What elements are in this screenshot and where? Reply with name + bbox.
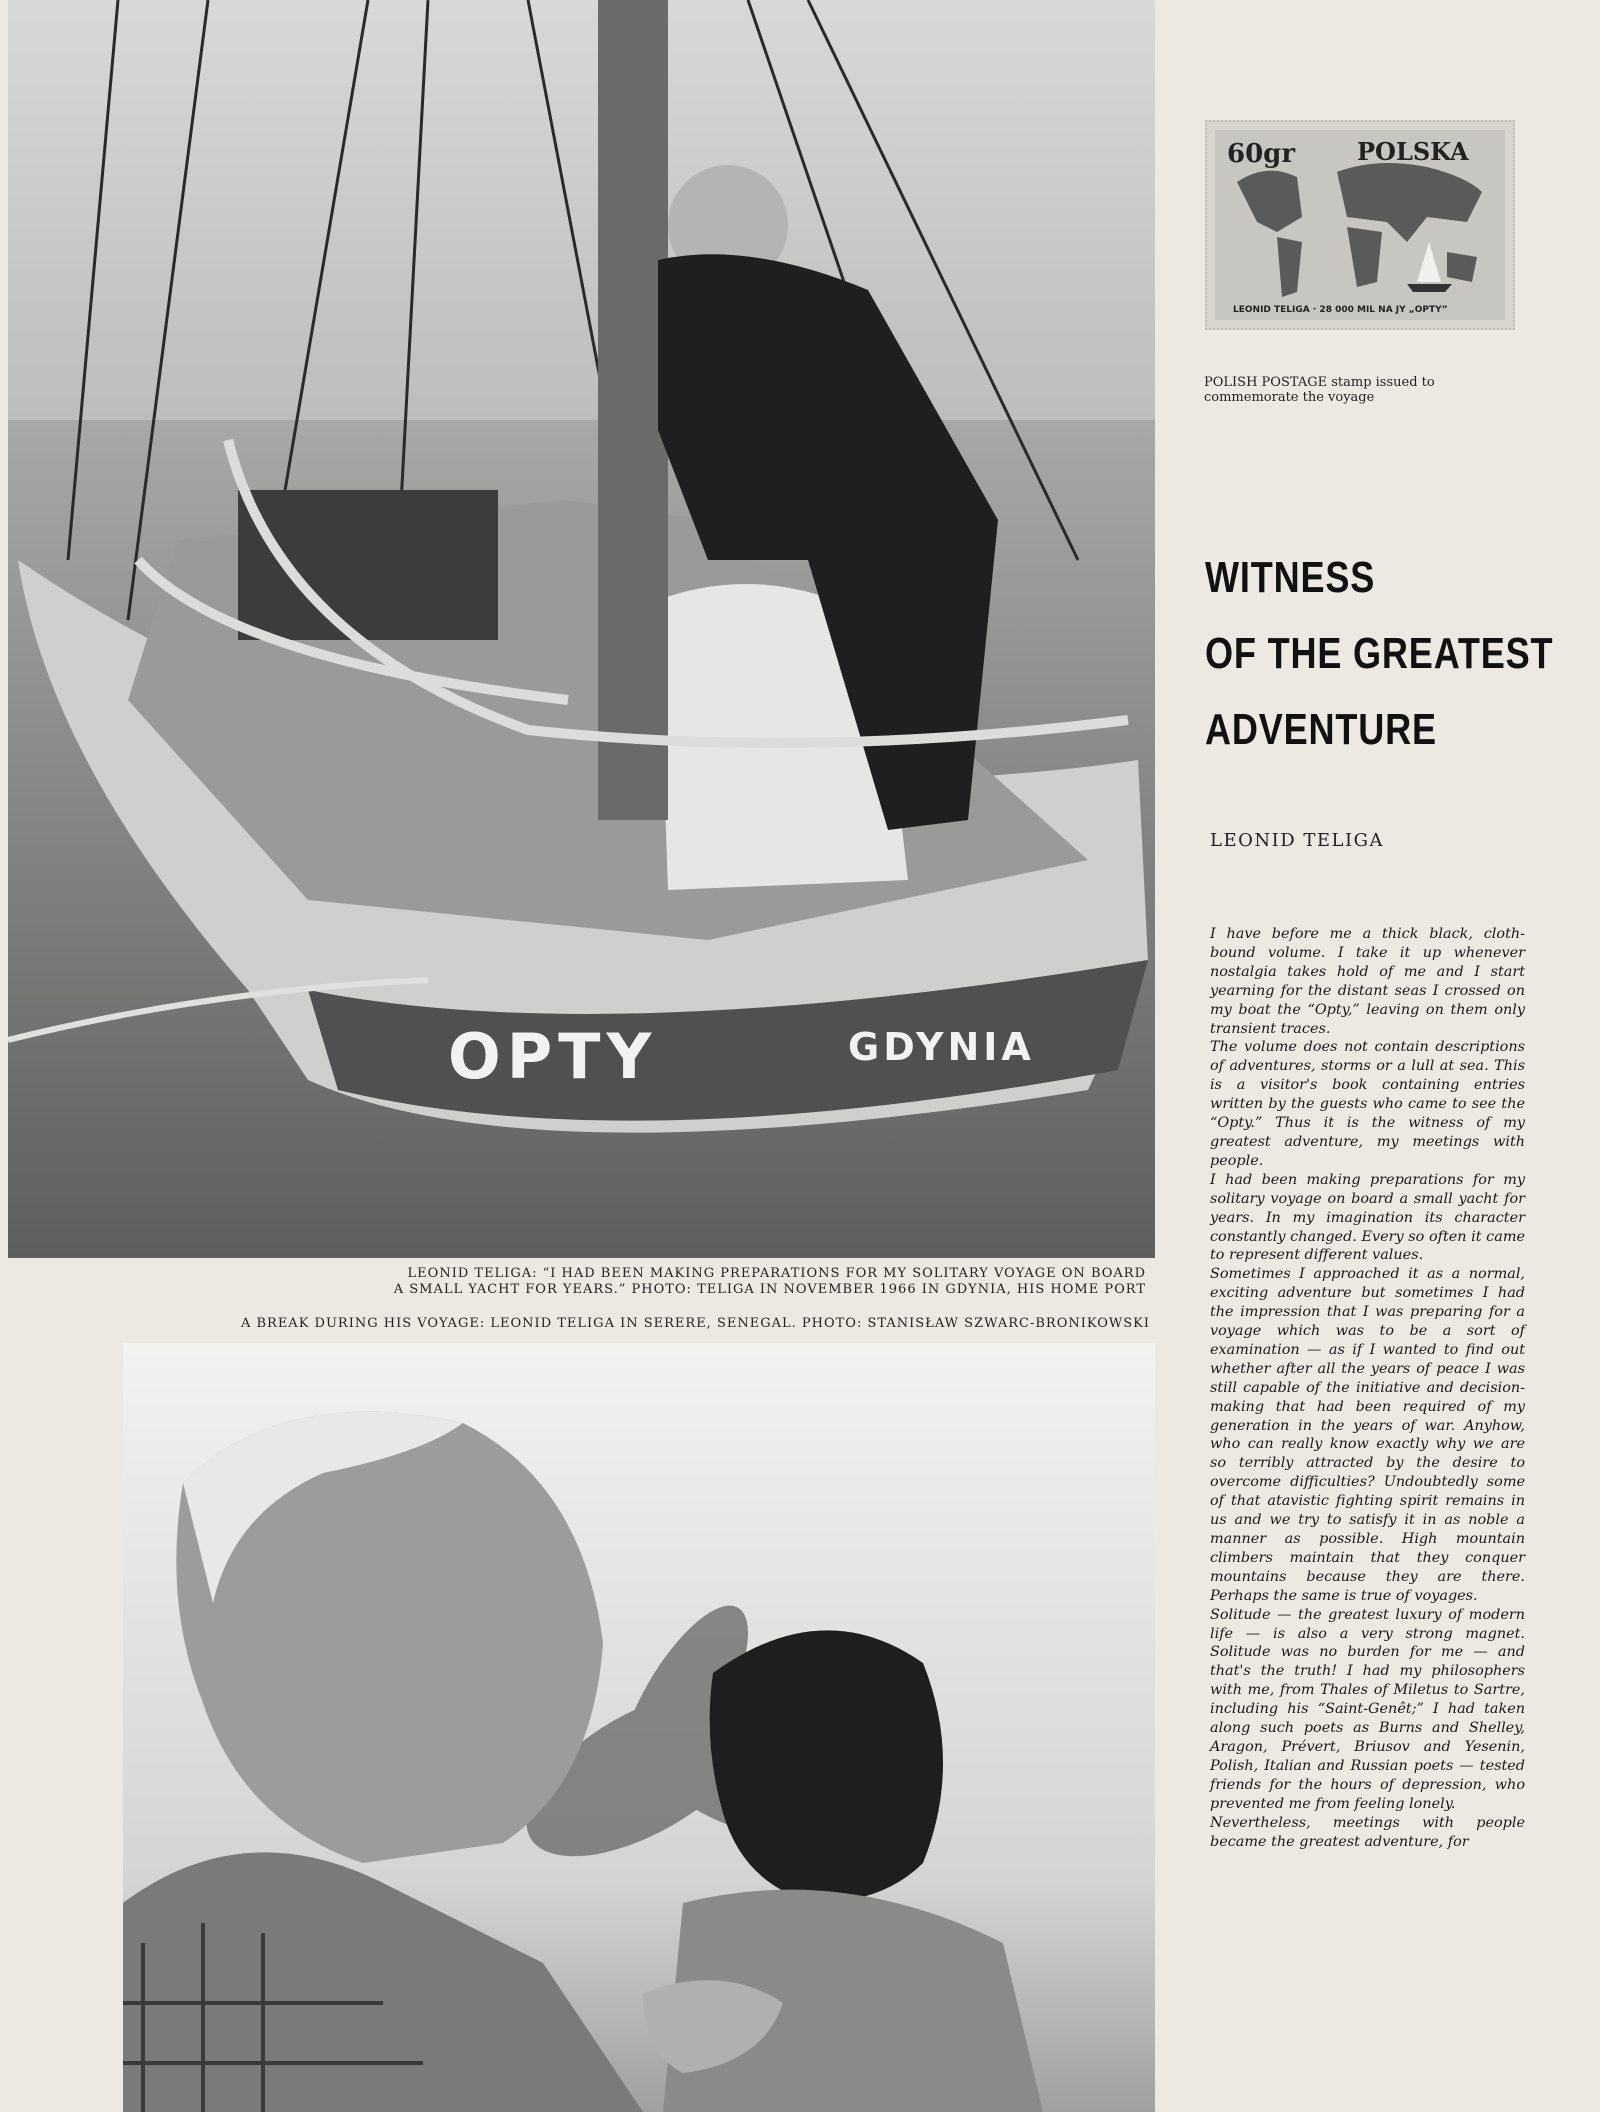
headline-line-2: OF THE GREATEST bbox=[1205, 629, 1554, 678]
top-photo-caption-line2: A SMALL YACHT FOR YEARS.” PHOTO: TELIGA IN NOVEMBER 1966 IN GDYNIA, HIS HOME PORT bbox=[393, 1282, 1146, 1297]
stamp-caption-rest: stamp issued to commemorate the voyage bbox=[1204, 375, 1435, 405]
paragraph: The volume does not contain descriptions of adventures, storms or a lull at sea. This is a visitor's book containing entries written by the guests who came to see the “Opty.” Thus it is the witness of my greatest adventure, my meetings with people. bbox=[1210, 1039, 1525, 1169]
headline-line-1: WITNESS bbox=[1205, 553, 1376, 602]
top-photo-caption bbox=[376, 1266, 1146, 1298]
boat-name-text: OPTY bbox=[448, 1020, 658, 1093]
article-body bbox=[1210, 925, 1525, 1851]
paragraph: Nevertheless, meetings with people became the greatest adventure, for bbox=[1210, 1814, 1525, 1850]
top-photo-caption-line1: LEONID TELIGA: “I HAD BEEN MAKING PREPARATIONS FOR MY SOLITARY VOYAGE ON BOARD bbox=[407, 1266, 1146, 1281]
headline-line-3: ADVENTURE bbox=[1205, 705, 1437, 754]
stamp-inscription: LEONID TELIGA · 28 000 MIL NA JY „OPTY” bbox=[1233, 305, 1448, 315]
senegal-photo bbox=[123, 1343, 1155, 2112]
boat-port-text: GDYNIA bbox=[848, 1025, 1035, 1069]
author-byline: LEONID TELIGA bbox=[1210, 830, 1384, 851]
article-headline bbox=[1205, 540, 1554, 768]
paragraph: I have before me a thick black, cloth-bound volume. I take it up whenever nostalgia takes hold of me and I start yearning for the distant seas I crossed on my boat the “Opty,” leaving on them only transient traces. bbox=[1210, 926, 1525, 1037]
paragraph: I had been making preparations for my solitary voyage on board a small yacht for years. In my imagination its character constantly changed. Every so often it came to represent different values. bbox=[1210, 1171, 1525, 1264]
bottom-photo-caption: A BREAK DURING HIS VOYAGE: LEONID TELIGA IN SERERE, SENEGAL. PHOTO: STANISŁAW SZWARC-BRONIKOWSKI bbox=[240, 1316, 1150, 1331]
yacht-photo bbox=[8, 0, 1155, 1258]
polish-postage-stamp bbox=[1205, 120, 1515, 330]
stamp-caption-lead: POLISH POSTAGE bbox=[1204, 375, 1328, 390]
paragraph: Solitude — the greatest luxury of modern life — is also a very strong magnet. Solitude was no burden for me — and that's the truth! I had my philosophers with me, from Thales of Miletus to Sartre, including his “Saint-Genêt;” I had taken along such poets as Burns and Shelley, Aragon, Prévert, Briusov and Yesenin, Polish, Italian and Russian poets — tested friends for the hours of depression, who prevented me from feeling lonely. bbox=[1210, 1606, 1525, 1812]
paragraph: Sometimes I approached it as a normal, exciting adventure but sometimes I had the impression that I was preparing for a voyage which was to be a sort of examination — as if I wanted to find out whether after all the years of peace I was still capable of the initiative and decision-making that had been required of my generation in the years of war. Anyhow, who can really know exactly why we are so terribly attracted by the desire to overcome difficulties? Undoubtedly some of that atavistic fighting spirit remains in us and we try to satisfy it in as noble a manner as possible. High mountain climbers maintain that they conquer mountains because they are there. Perhaps the same is true of voyages. bbox=[1210, 1266, 1525, 1604]
stamp-country: POLSKA bbox=[1357, 137, 1469, 166]
stamp-value: 60gr bbox=[1227, 139, 1296, 169]
stamp-caption bbox=[1204, 375, 1524, 405]
